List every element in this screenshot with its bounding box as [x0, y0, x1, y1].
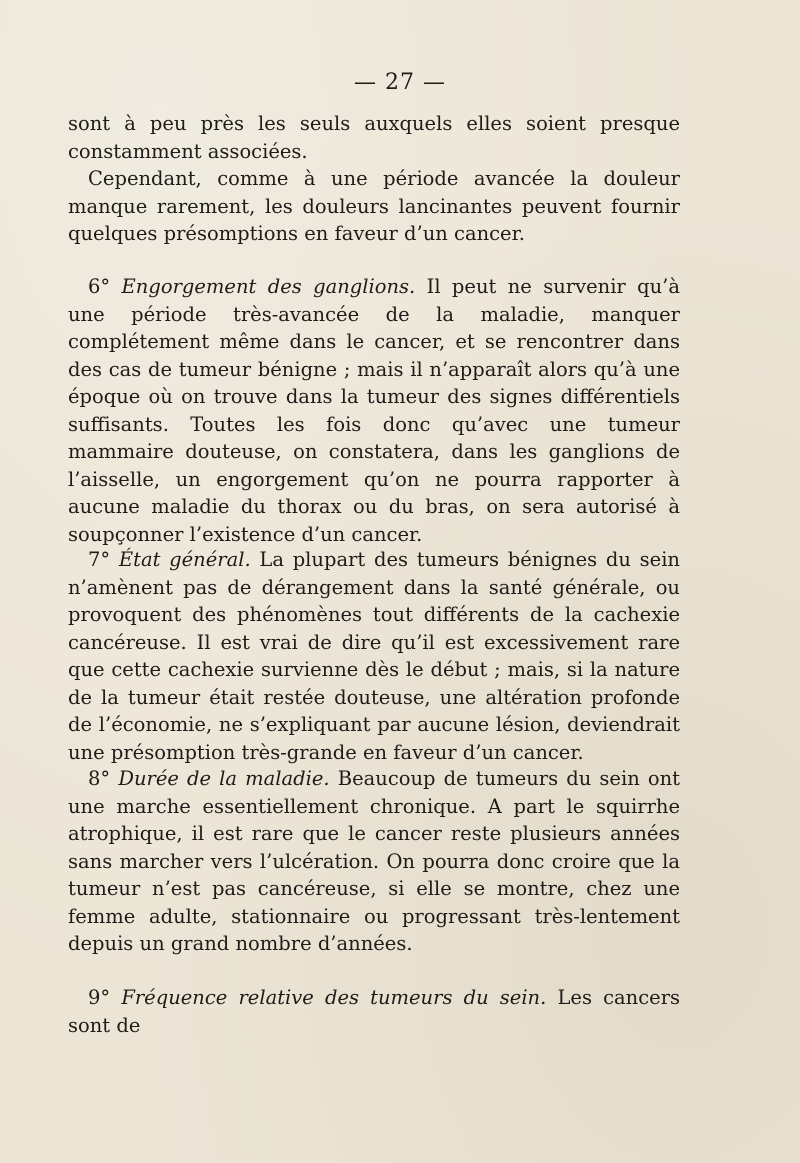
section-number: 6° [88, 275, 111, 298]
section-number: 9° [88, 986, 111, 1009]
section-body: Il peut ne survenir qu’à une période très-avancée de la maladie, manquer complétement même dans le cancer, et se rencontrer dans des cas de tumeur bénigne ; mais il n’apparaît alors qu’à une époque où on trouve dans la tumeur des signes différentiels suffisants. Toutes les fois donc qu’avec une tumeur mammaire douteuse, on constatera, dans les ganglions de l’aisselle, un engorgement qu’on ne pourra rapporter à aucune maladie du thorax ou du bras, on sera autorisé à soupçonner l’existence d’un cancer. [68, 275, 680, 546]
section-6-engorgement [68, 273, 680, 548]
section-7-etat-general [68, 546, 680, 766]
section-number: 8° [88, 767, 111, 790]
section-8-duree [68, 765, 680, 958]
paragraph-text: Cependant, comme à une période avancée la douleur manque rarement, les douleurs lancinantes peuvent fournir quelques présomptions en faveur d’un cancer. [68, 167, 680, 245]
section-body: La plupart des tumeurs bénignes du sein n’amènent pas de dérangement dans la santé générale, ou provoquent des phénomènes tout différents de la cachexie cancéreuse. Il est vrai de dire qu’il est excessivement rare que cette cachexie survienne dès le début ; mais, si la nature de la tumeur était restée douteuse, une altération profonde de l’économie, ne s’expliquant par aucune lésion, deviendrait une présomption très-grande en faveur d’un cancer. [68, 548, 680, 764]
section-title: Fréquence relative des tumeurs du sein. [121, 986, 547, 1009]
section-9-frequence [68, 984, 680, 1039]
paragraph-douleur [68, 165, 680, 248]
paragraph-continuation [68, 110, 680, 165]
section-body: Beaucoup de tumeurs du sein ont une marche essentiellement chronique. A part le squirrhe atrophique, il est rare que le cancer reste plusieurs années sans marcher vers l’ulcération. On pourra donc croire que la tumeur n’est pas cancéreuse, si elle se montre, chez une femme adulte, stationnaire ou progressant très-lentement depuis un grand nombre d’années. [68, 767, 681, 955]
section-title: Engorgement des ganglions. [121, 275, 416, 298]
section-number: 7° [88, 548, 111, 571]
section-title: Durée de la maladie. [118, 767, 330, 790]
section-title: État général. [118, 548, 251, 571]
paragraph-text: sont à peu près les seuls auxquels elles soient presque constamment associées. [68, 112, 680, 163]
page-number: — 27 — [354, 70, 446, 95]
section-body: Les cancers sont de [68, 986, 681, 1037]
